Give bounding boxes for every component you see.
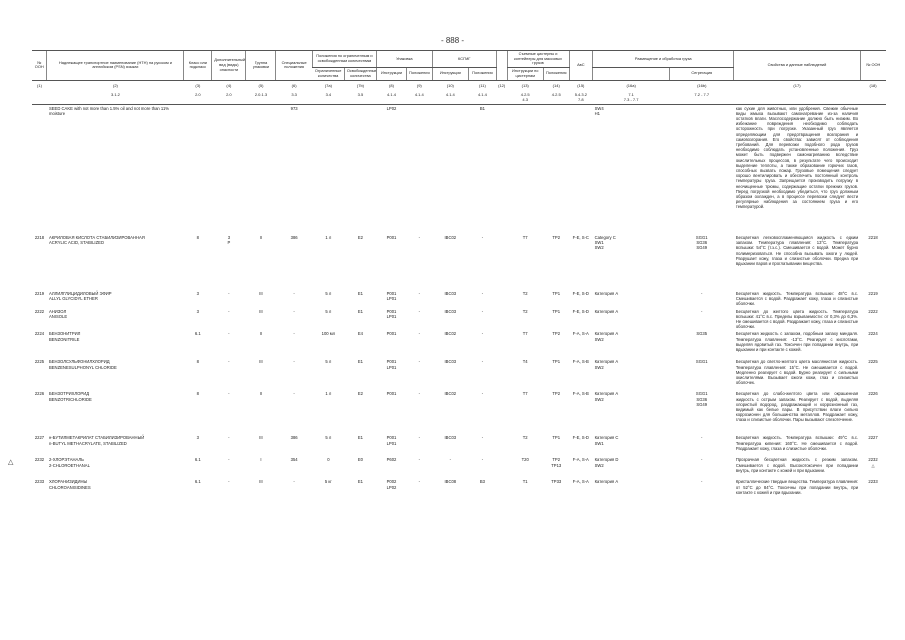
table-row: [32, 308, 886, 331]
ems-cell: F-E, S-D: [572, 291, 589, 297]
limited-quantity-cell: 5 л: [325, 291, 332, 297]
column-reference: 7.2 - 7.7: [670, 90, 734, 105]
proper-shipping-name-cell: ХЛОРАНИЗИДИНЫ CHLOROANISIDINES: [48, 479, 91, 490]
table-row: [32, 104, 886, 234]
header-packing-group: Группа упаковки: [246, 51, 276, 81]
segregation-cell: -: [701, 479, 703, 485]
limited-quantity-cell: [312, 104, 344, 234]
column-number: (10): [446, 82, 454, 88]
tank-instruction-cell: T2: [522, 435, 528, 441]
packing-group-cell: III: [259, 308, 263, 314]
column-reference: 3.5: [344, 90, 376, 105]
header-tanks-group: Съемные цистерны и контейнеры для массовых грузов: [507, 51, 569, 68]
tank-instruction-cell: T7: [522, 391, 528, 397]
packing-provision-cell: -: [418, 308, 420, 314]
class-cell: 8: [196, 391, 200, 397]
header-proper-shipping-name: Надлежащее транспортное наименование (НТН) на русском и английском (PSN) языках: [47, 51, 184, 81]
segregation-cell: SGG1 SG36 SG49: [695, 391, 708, 407]
table-row: [32, 456, 886, 478]
tank-provision-cell: TP2: [552, 235, 561, 241]
ems-cell: F-E, S-D: [572, 435, 589, 441]
packing-instruction-cell: P001 LP01: [386, 291, 397, 302]
stowage-cell: Категория A: [594, 291, 619, 297]
stowage-cell: Категория A SW2: [594, 359, 619, 370]
packing-instruction-cell: P001: [386, 235, 397, 241]
properties-cell: Бесцветная легковоспламеняющаяся жидкость с едким запахом. Температура плавления: 13°С. Температура вспышки: 54°С (т.з.с.). Смешивается с водой. Может бурно полимеризоваться. Не способна вызывать ожоги у людей. Разрушает кожу, глаза и слизистые оболочки. Вредна при вдыхании паров и проглатывании вещества.: [735, 235, 859, 267]
tank-provision-cell: TP2 TP13: [551, 457, 562, 468]
segregation-cell: SG35: [696, 331, 708, 337]
ems-cell: F-A, S-A: [572, 479, 589, 485]
header-un-number: № ООН: [32, 51, 47, 81]
tank-provision-cell: TP1: [552, 308, 561, 314]
ibc-instruction-cell: -: [449, 457, 452, 463]
excepted-quantity-cell: E1: [357, 435, 364, 441]
column-reference: 4.2.5 4.3: [507, 90, 543, 105]
packing-group-cell: III: [259, 359, 263, 365]
limited-quantity-cell: 5 л: [325, 359, 332, 365]
ibc-instruction-cell: IBC02: [444, 235, 457, 241]
header-subsidiary-hazard: Дополнительный вид (виды) опасности: [212, 51, 246, 81]
column-reference: 3.3: [276, 90, 312, 105]
column-number: (11): [479, 82, 486, 88]
column-number: (17): [793, 82, 801, 88]
special-provisions-cell: -: [293, 291, 295, 297]
tank-provision-cell: TP1: [552, 359, 561, 365]
un-number-right-cell: 2226: [868, 391, 878, 397]
column-reference: [734, 90, 860, 105]
subsidiary-hazard-cell: -: [228, 391, 230, 397]
page-number: - 888 -: [440, 36, 465, 45]
table-row: [32, 434, 886, 456]
excepted-quantity-cell: E1: [357, 359, 364, 365]
subsidiary-hazard-cell: -: [228, 457, 230, 463]
ibc-provision-cell: -: [481, 235, 484, 241]
properties-cell: Кристаллические твердые вещества. Температура плавления: от 52°С до 84°С. Токсичны при попадании внутрь, при контакте с кожей и при вдыхании.: [735, 479, 859, 495]
un-number-cell: 2219: [34, 291, 45, 297]
header-packing-group-cell: Упаковка: [377, 51, 433, 68]
limited-quantity-cell: 0: [327, 457, 330, 463]
column-number-row: [32, 80, 886, 90]
ibc-instruction-cell: IBC03: [444, 435, 457, 441]
proper-shipping-name-cell: БЕНЗОЛСУЛЬФОНИЛХЛОРИД BENZENESULPHONYL CHLORIDE: [48, 359, 117, 370]
un-number-right-cell: 2222: [868, 308, 878, 314]
subsidiary-hazard-cell: -: [228, 308, 230, 314]
stowage-cell: Категория A: [594, 479, 619, 485]
segregation-cell: -: [701, 308, 703, 314]
column-reference-row: [32, 90, 886, 105]
tank-provision-cell: TP2: [552, 331, 561, 337]
ibc-provision-cell: -: [481, 435, 484, 441]
column-number: (15): [577, 82, 585, 88]
class-cell: 3: [196, 435, 200, 441]
properties-cell: Бесцветная жидкость. Температура вспышки: 48°С в.с. Смешивается с водой. Раздражает кожу, глаза и слизистые оболочки.: [735, 291, 859, 307]
properties-cell: Бесцветная до желтого цвета жидкость. Температура вспышки: 41°С в.с. Пределы взрываемости: от 0,3% до 6,3%. Не смешивается с водой. Раздражает кожу, глаза и слизистые оболочки.: [735, 308, 859, 330]
table-row: [32, 290, 886, 308]
column-number: (3): [195, 82, 201, 88]
proper-shipping-name-cell: АКРИЛОВАЯ КИСЛОТА СТАБИЛИЗИРОВАННАЯ ACRYLIC ACID, STABILIZED: [48, 235, 145, 246]
column-reference: 2.0.1.3: [246, 90, 276, 105]
tank-instruction-cell: T1: [522, 479, 528, 485]
col12-cell: [496, 290, 507, 308]
column-reference: 2.0: [212, 90, 246, 105]
packing-provision-cell: [406, 104, 432, 234]
header-stowage: [593, 68, 670, 80]
col12-cell: [496, 104, 507, 234]
column-reference: 4.1.4: [377, 90, 407, 105]
class-cell: 6.1: [194, 457, 201, 463]
header-ibc-instructions: Инструкции: [432, 68, 468, 80]
table-row: [32, 234, 886, 290]
special-provisions-cell: -: [293, 391, 295, 397]
special-provisions-cell: -: [293, 308, 295, 314]
special-provisions-cell: 354: [290, 457, 298, 463]
packing-instruction-cell: P001: [386, 391, 397, 397]
packing-provision-cell: -: [418, 331, 420, 337]
column-reference: 2.0: [184, 90, 212, 105]
header-tank-instructions: Инструкции по цистернам: [507, 68, 543, 80]
un-number-cell: [32, 104, 47, 234]
col12-cell: [496, 358, 507, 390]
col12-cell: [496, 478, 507, 500]
column-reference: [496, 90, 507, 105]
tank-provision-cell: [543, 104, 569, 234]
segregation-cell: -: [701, 291, 703, 297]
excepted-quantity-cell: E1: [357, 291, 364, 297]
column-number: (1): [37, 82, 42, 88]
ibc-instruction-cell: IBC08: [444, 479, 457, 485]
special-provisions-cell: -: [293, 331, 295, 337]
column-reference: 4.2.5: [543, 90, 569, 105]
packing-instruction-cell: P001 LP01: [386, 308, 397, 319]
proper-shipping-name-cell: АНИЗОЛ ANISOLE: [48, 308, 68, 319]
segregation-cell: -: [701, 457, 703, 463]
stowage-cell: Category C SW1 SW2: [594, 235, 616, 251]
properties-cell: Бесцветная жидкость с запахом, подобным запаху миндаля. Температура плавления: -13°С. Реагирует с кислотами, выделяя ядовитый газ. Токсичен при попадании внутрь, при вдыхании и при контакте с кожей.: [735, 331, 859, 353]
properties-cell: Бесцветная жидкость. Температура вспышки: 49°С в.с. Температура кипения: 160°С. Не смешивается с водой. Раздражает кожу, глаза и слизистые оболочки.: [735, 435, 859, 451]
packing-provision-cell: -: [418, 291, 420, 297]
packing-provision-cell: -: [418, 479, 420, 485]
excepted-quantity-cell: E4: [357, 331, 364, 337]
segregation-cell: SGG1 SG36 SG49: [695, 235, 708, 251]
un-number-right-cell: 2232 △: [868, 457, 878, 468]
tank-provision-cell: TP1: [552, 435, 561, 441]
ibc-instruction-cell: IBC03: [444, 291, 457, 297]
packing-instruction-cell: P602: [386, 457, 397, 463]
column-number: (5): [258, 82, 264, 88]
table-row: [32, 390, 886, 434]
segregation-cell: -: [701, 435, 703, 441]
special-provisions-cell: -: [293, 359, 295, 365]
tank-instruction-cell: T2: [522, 291, 528, 297]
class-cell: [184, 104, 212, 234]
column-number: (7a): [324, 82, 332, 88]
packing-provision-cell: -: [418, 235, 420, 241]
col12-cell: [496, 234, 507, 290]
header-ibc-group: КСГМГ: [432, 51, 496, 68]
header-packing-instructions: Инструкции: [377, 68, 407, 80]
packing-instruction-cell: LP02: [386, 105, 397, 111]
column-reference: 4.1.4: [432, 90, 468, 105]
un-number-right-cell: 2224: [868, 331, 878, 337]
column-number: (13): [521, 82, 529, 88]
stowage-cell: Категория A: [594, 308, 619, 314]
excepted-quantity-cell: E1: [357, 479, 364, 485]
column-number: (2): [113, 82, 118, 88]
header-limited-quantities: Ограниченные количества: [312, 68, 344, 80]
un-number-cell: 2226: [34, 391, 45, 397]
header-ems: АвС: [569, 51, 593, 81]
column-number: (7b): [356, 82, 365, 88]
packing-instruction-cell: P001 LP01: [386, 359, 397, 370]
un-number-right-cell: 2227: [868, 435, 878, 441]
tank-instruction-cell: T7: [522, 235, 528, 241]
special-provisions-cell: 386: [290, 235, 298, 241]
class-cell: 3: [196, 308, 200, 314]
ibc-provision-cell: -: [481, 331, 484, 337]
packing-group-cell: II: [259, 331, 263, 337]
packing-group-cell: II: [259, 391, 263, 397]
header-segregation: Сегрегация: [670, 68, 734, 80]
un-number-right-cell: 2225: [868, 359, 878, 365]
column-number: (14): [552, 82, 560, 88]
ibc-provision-cell: -: [481, 457, 484, 463]
packing-instruction-cell: P001 LP01: [386, 435, 397, 446]
tank-provision-cell: TP1: [552, 291, 561, 297]
ibc-provision-cell: B1: [479, 105, 485, 111]
header-packing-provisions: Положения: [406, 68, 432, 80]
subsidiary-hazard-cell: -: [228, 291, 230, 297]
packing-group-cell: II: [259, 235, 263, 241]
ibc-instruction-cell: IBC02: [444, 331, 457, 337]
subsidiary-hazard-cell: -: [228, 331, 230, 337]
subsidiary-hazard-cell: -: [228, 359, 230, 365]
column-number: (18): [869, 82, 877, 88]
excepted-quantity-cell: E1: [357, 308, 364, 314]
un-number-cell: 2233: [34, 479, 45, 485]
limited-quantity-cell: 5 л: [325, 435, 332, 441]
header-properties: Свойства и данные наблюдений: [734, 51, 860, 81]
stowage-cell: Категория C SW1: [594, 435, 619, 446]
un-number-right-cell: 2233: [868, 479, 878, 485]
column-reference: [860, 90, 886, 105]
header-special-provisions: Специальные положения: [276, 51, 312, 81]
subsidiary-hazard-cell: -: [228, 435, 230, 441]
ems-cell: F-A, S-A: [572, 457, 589, 463]
tank-provision-cell: TP2: [552, 391, 561, 397]
packing-instruction-cell: P002 LP02: [386, 479, 397, 490]
tank-instruction-cell: T2: [522, 308, 528, 314]
ems-cell: [569, 104, 593, 234]
dangerous-goods-table: [32, 50, 886, 500]
subsidiary-hazard-cell: 3 P: [227, 235, 231, 246]
properties-cell: Бесцветная до светло-желтого цвета маслянистая жидкость. Температура плавления: 15°С. Не смешивается с водой. Медленно реагирует с водой. Бурно реагирует с сильными окислителями. Вызывает ожоги кожи, глаз и слизистых оболочек.: [735, 359, 859, 386]
ems-cell: F-A, S-B: [572, 359, 589, 365]
table-header: [32, 51, 886, 81]
proper-shipping-name-cell: SEED CAKE with not more than 1.5% oil and not more than 11% moisture: [48, 105, 169, 116]
packing-provision-cell: -: [418, 435, 420, 441]
packing-provision-cell: -: [418, 391, 420, 397]
excepted-quantity-cell: [344, 104, 376, 234]
col12-cell: [496, 456, 507, 478]
tank-instruction-cell: T7: [522, 331, 528, 337]
subsidiary-hazard-cell: [212, 104, 246, 234]
limited-quantity-cell: 5 кг: [324, 479, 332, 485]
un-number-cell: 2225: [34, 359, 45, 365]
special-provisions-cell: -: [293, 479, 295, 485]
un-number-cell: 2218: [34, 235, 45, 241]
un-number-right-cell: 2218: [868, 235, 878, 241]
column-reference: 7.1 7.3 - 7.7: [593, 90, 670, 105]
packing-group-cell: I: [260, 457, 262, 463]
column-number: (16a): [626, 82, 636, 88]
header-tank-provisions: Положения: [543, 68, 569, 80]
packing-provision-cell: -: [418, 457, 420, 463]
column-number: (12): [498, 82, 506, 88]
packing-group-cell: [246, 104, 276, 234]
limited-quantity-cell: 1 л: [325, 235, 332, 241]
stowage-cell: Категория A SW2: [594, 331, 619, 342]
column-number: (6): [291, 82, 297, 88]
column-number: (8): [389, 82, 394, 88]
subsidiary-hazard-cell: -: [228, 479, 230, 485]
col12-cell: [496, 390, 507, 434]
proper-shipping-name-cell: н-БУТИЛМЕТАКРИЛАТ СТАБИЛИЗИРОВАННЫЙ n-BUTYL METHACRYLATE, STABILIZED: [48, 435, 145, 446]
ems-cell: F-E, S-C: [572, 235, 589, 241]
header-un-number-right: № ООН: [860, 51, 886, 81]
limited-quantity-cell: 5 л: [325, 308, 332, 314]
properties-cell: Прозрачная бесцветная жидкость с резким запахом. Смешивается с водой. Высокотоксичен при попадании внутрь, при контакте с кожей и при вдыхании.: [735, 457, 859, 473]
column-number: (16b): [697, 82, 707, 88]
un-number-cell: 2222: [34, 308, 45, 314]
column-reference: 4.1.4: [406, 90, 432, 105]
limited-quantity-cell: 100 мл: [321, 331, 336, 337]
properties-cell: Бесцветная до слабо-желтого цвета или окрашенная жидкость с острым запахом. Реагирует с водой, выделяя хлористый водород, раздражающий и коррозионный газ, видимый как белые пары. В присутствии влаги сильно коррозионен для большинства металлов. Раздражает кожу, глаза и слизистые оболочки. Пары вызывают слезотечение.: [735, 391, 859, 423]
table-row: [32, 330, 886, 358]
header-excepted-quantities: Освобожденные количества: [344, 68, 376, 80]
packing-group-cell: III: [259, 291, 263, 297]
proper-shipping-name-cell: БЕНЗОТРИХЛОРИД BENZOTRICHLORIDE: [48, 391, 92, 402]
ibc-provision-cell: -: [481, 291, 484, 297]
segregation-cell: [670, 104, 734, 234]
ibc-instruction-cell: IBC02: [444, 391, 457, 397]
stowage-cell: Категория A SW2: [594, 391, 619, 402]
col12-cell: [496, 308, 507, 331]
ibc-instruction-cell: IBC03: [444, 308, 457, 314]
ibc-provision-cell: -: [481, 308, 484, 314]
stowage-cell: Категория D SW2: [594, 457, 619, 468]
tank-provision-cell: TP33: [551, 479, 562, 485]
un-number-right-cell: [860, 104, 886, 234]
ems-cell: F-A, S-A: [572, 331, 589, 337]
properties-cell: как сухие для животных, или удобрения. Свежие обычные виды жмыха вызывают самонагревание из-за наличия остатков влаги. Маслосодержание должно быть низким. Во избежание повреждения необходимо соблюдать осторожность при погрузке. Указанный груз является определяющим для предотвращения возгорания и самовозгорания. Его свойства: зависят от соблюдения требований. Для перевозки подобного рода грузов необходимо соблюдать установленные положения. Груз может быть подвержен самонагреванию вследствие окислительных процессов, в результате чего происходит выделение теплоты, а также образование горючих газов, способных вызвать пожар. Грузовые помещения следует хорошо вентилировать и обеспечить постоянный контроль температуры груза. Запрещается производить погрузку в неочищенные трюмы, содержащие остатки прежних грузов. Перед погрузкой необходимо убедиться, что груз должным образом охлажден, а в процессе перевозки следует вести регулярные наблюдения за состоянием груза и его температурой.: [735, 105, 859, 210]
packing-group-cell: III: [259, 435, 263, 441]
column-reference: [32, 90, 47, 105]
un-number-right-cell: 2219: [868, 291, 878, 297]
header-col12: [496, 51, 507, 81]
proper-shipping-name-cell: БЕНЗОНИТРИЛ BENZONITRILE: [48, 331, 81, 342]
col12-cell: [496, 330, 507, 358]
proper-shipping-name-cell: 2-ХЛОРЭТАНАЛЬ 2-CHLOROETHANAL: [48, 457, 90, 468]
excepted-quantity-cell: E2: [357, 235, 364, 241]
tank-instruction-cell: T20: [521, 457, 529, 463]
header-class: Класс или подкласс: [184, 51, 212, 81]
class-cell: 8: [196, 235, 200, 241]
ems-cell: F-E, S-D: [572, 308, 589, 314]
excepted-quantity-cell: E2: [357, 391, 364, 397]
header-limited-excepted-group: Положения по ограниченным и освобожденным количествам: [312, 51, 376, 68]
limited-quantity-cell: 1 л: [325, 391, 332, 397]
ibc-instruction-cell: [432, 104, 468, 234]
column-reference: 3.1.2: [47, 90, 184, 105]
column-reference: 4.1.4: [469, 90, 497, 105]
segregation-cell: SGG1: [695, 359, 708, 365]
column-number: (4): [226, 82, 232, 88]
column-reference: 5.4.3.2 7.8: [569, 90, 593, 105]
excepted-quantity-cell: E0: [357, 457, 364, 463]
ibc-provision-cell: -: [481, 391, 484, 397]
revision-mark: △: [8, 459, 14, 467]
col12-cell: [496, 434, 507, 456]
tank-instruction-cell: [507, 104, 543, 234]
table-body: [32, 80, 886, 500]
packing-group-cell: III: [259, 479, 263, 485]
packing-provision-cell: -: [418, 359, 420, 365]
column-reference: 3.4: [312, 90, 344, 105]
class-cell: 8: [196, 359, 200, 365]
header-stowage-group: Размещение и обработка груза: [593, 51, 734, 68]
proper-shipping-name-cell: АЛЛИЛГЛИЦИДИЛОВЫЙ ЭФИР ALLYL GLYCIDYL ETHER: [48, 291, 112, 302]
special-provisions-cell: 973: [290, 105, 298, 111]
class-cell: 3: [196, 291, 200, 297]
class-cell: 6.1: [194, 479, 201, 485]
tank-instruction-cell: T4: [522, 359, 528, 365]
header-ibc-provisions: Положения: [469, 68, 497, 80]
un-number-cell: 2232: [34, 457, 45, 463]
un-number-cell: 2227: [34, 435, 45, 441]
ibc-provision-cell: B3: [479, 479, 485, 485]
stowage-cell: SW4 H1: [594, 105, 604, 116]
table-row: [32, 358, 886, 390]
ibc-instruction-cell: IBC03: [444, 359, 457, 365]
table-row: [32, 478, 886, 500]
ems-cell: F-A, S-B: [572, 391, 589, 397]
packing-instruction-cell: P001: [386, 331, 397, 337]
class-cell: 6.1: [194, 331, 201, 337]
column-number: (9): [416, 82, 422, 88]
ibc-provision-cell: -: [481, 359, 484, 365]
special-provisions-cell: 386: [290, 435, 298, 441]
un-number-cell: 2224: [34, 331, 45, 337]
